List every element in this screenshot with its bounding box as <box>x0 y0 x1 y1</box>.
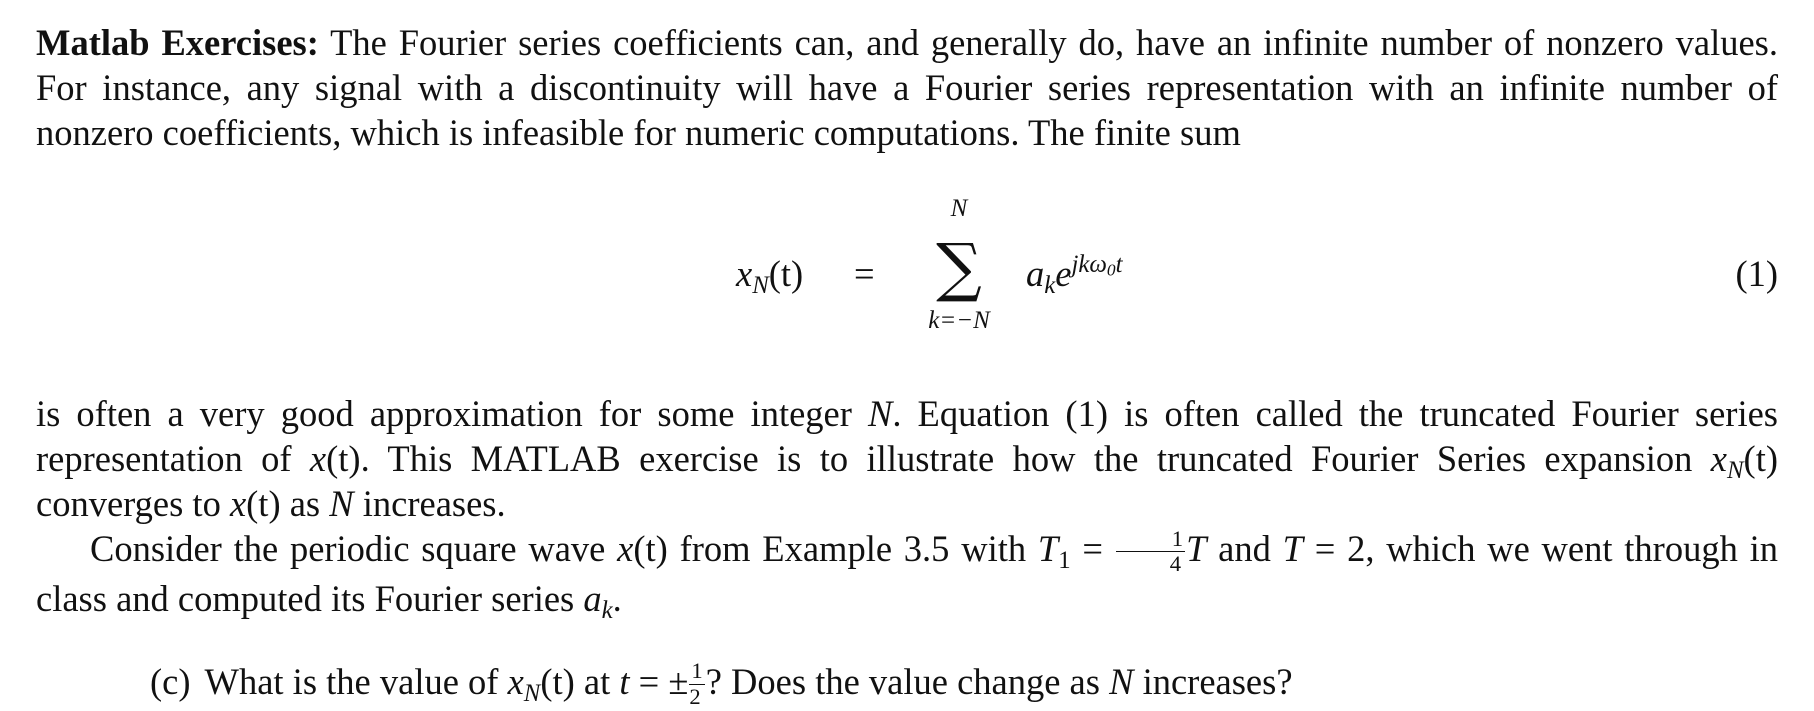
paragraph-square-wave: Consider the periodic square wave x(t) from Example 3.5 with $T_1$ = $\frac{1}{4}$ T and T = 2, which we went through in class and computed its Fourier series $a_k$. <box>36 525 1778 624</box>
question-label: (c) <box>150 660 191 702</box>
equation-equals: = <box>854 253 875 294</box>
paragraph-convergence: is often a very good approximation for some integer N. Equation (1) is often called the truncated Fourier series representation of x(t). This MATLAB exercise is to illustrate how the truncated Fourier Series expansion $x_N(t)$ converges to x(t) as N increases. <box>36 393 1778 524</box>
sum-lower-limit: k=−N <box>928 307 990 334</box>
equation-term: $a_ke^{jk\omega 0t}$ <box>1026 251 1123 299</box>
intro-text: The Fourier series coefficients can, and generally do, have an infinite number of nonzero values. For instance, any signal with a discontinuity will have a Fourier series representation with an infinite number of nonzero coefficients, which is infeasible for numeric computations. The finite sum <box>36 22 1778 153</box>
question-c: (c) What is the value of $x_N(t)$ at t = ± $\frac{1}{2}$ ? Does the value change as N increases? <box>150 658 1293 709</box>
intro-paragraph <box>36 20 1778 155</box>
fraction-one-half: $\frac{1}{2}$ <box>689 658 703 709</box>
equation-number: (1) <box>1735 253 1778 294</box>
fraction-one-quarter: $\frac{1}{4}$ <box>1116 528 1185 576</box>
sum-symbol: ∑ <box>936 231 982 305</box>
document-page <box>36 20 1778 709</box>
equation-lhs: $x_N(t)$ <box>736 253 804 299</box>
sum-upper-limit: N <box>950 195 968 222</box>
truncated-fourier-equation <box>736 195 1156 355</box>
equation-block <box>36 181 1778 371</box>
summation <box>904 195 1014 355</box>
section-heading: Matlab Exercises: <box>36 22 319 63</box>
